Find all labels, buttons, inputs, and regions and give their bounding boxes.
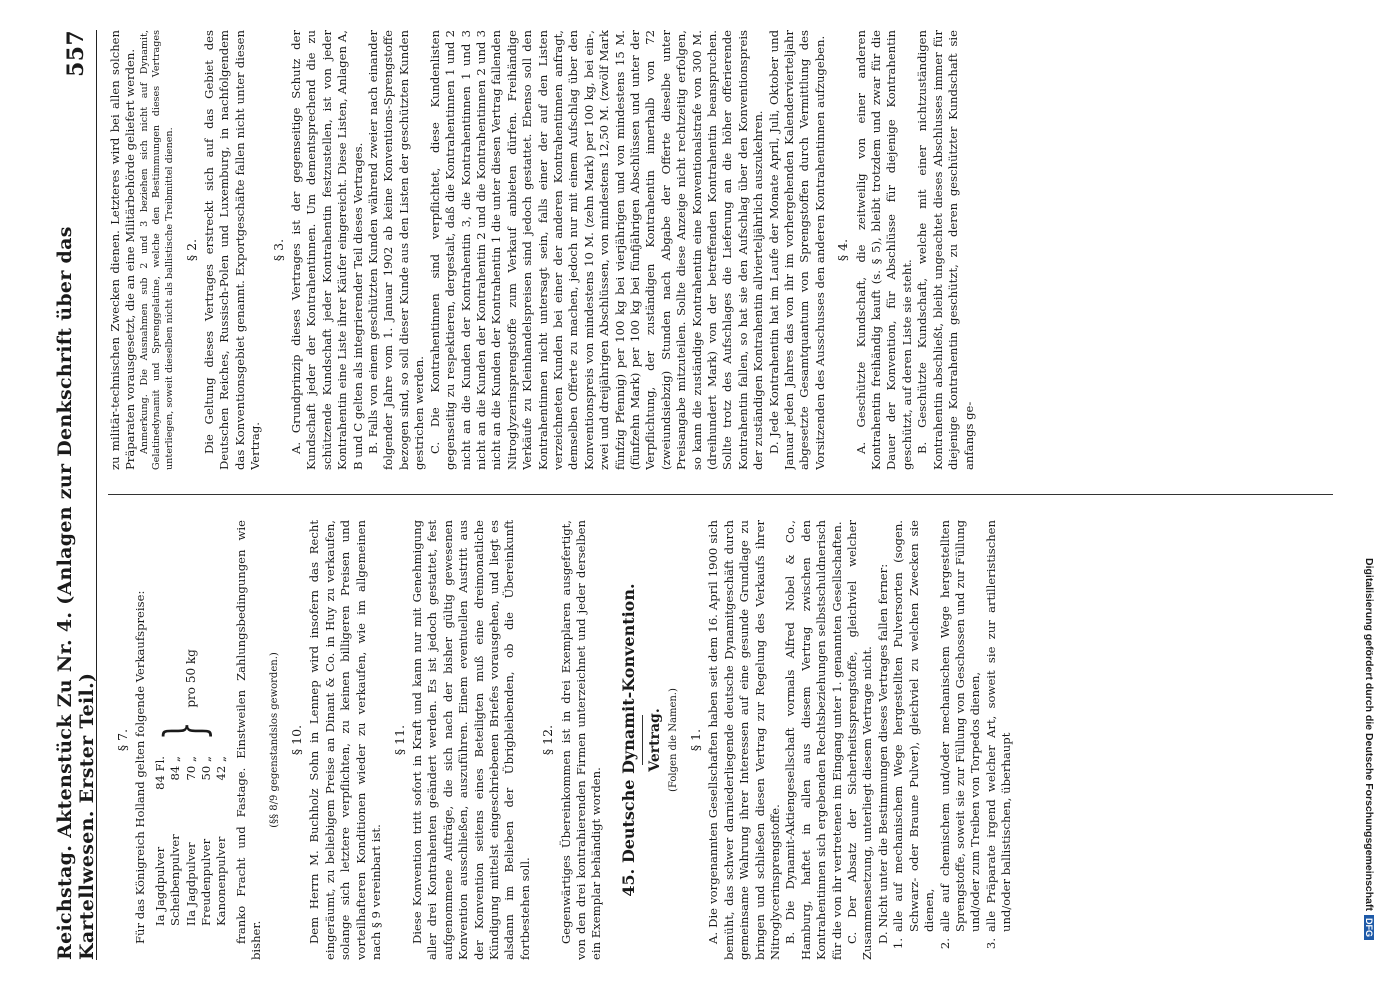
column-divider bbox=[108, 494, 1333, 495]
anmerkung-note: Anmerkung. Die Ausnahmen sub 2 und 3 beziehen sich nicht auf Dynamit, Gelatinedynamit und Sprenggelatine, welche den Bestimmungen dieses Vertrages unterliegen, soweit dieselben nicht als ballistische Treibmittel dienen. bbox=[138, 30, 175, 470]
price-row: Scheibenpulver 84 „ bbox=[168, 756, 183, 926]
section-3-b: B. Falls von einem geschützten Kunden während zweier nach einander folgender Jahre vom 1. Januar 1902 ab keine Konventions-Sprengstoffe bezogen sind, so soll dieser Kunde aus den Listen der geschützten Kunden gestrichen werden. bbox=[366, 30, 427, 470]
price-list bbox=[153, 520, 230, 926]
header-title: Reichstag. Aktenstück Zu Nr. 4. (Anlagen zur Denkschrift über das Kartellwesen. Erster Teil.) bbox=[54, 226, 98, 960]
short-rule bbox=[642, 715, 643, 765]
list-item: 2. alle auf chemischem und/oder mechanischem Wege hergestellten Sprengstoffe, soweit sie zur Füllung von Geschossen und zur Füllung und/oder zum Treiben von Torpedos dienen, bbox=[937, 520, 983, 950]
page-number: 557 bbox=[63, 30, 89, 77]
vertrag-heading: Vertrag. bbox=[647, 708, 664, 772]
convention-title: 45. Deutsche Dynamit-Konvention. bbox=[618, 583, 638, 897]
section-2-heading: § 2. bbox=[183, 238, 199, 262]
section-2-text: Die Geltung dieses Vertrages erstreckt sich auf das Gebiet des Deutschen Reiches, Russisch-Polen und Luxemburg, in nachfolgendem das Konventionsgebiet genannt. Exportgeschäfte fallen nicht unter diesen Vertrag. bbox=[202, 30, 263, 470]
right-column bbox=[108, 30, 1338, 470]
holland-intro: Für das Königreich Holland gelten folgende Verkaufspreise: bbox=[133, 590, 148, 944]
franco-text: franko Fracht und Fastage. Einstweilen Zahlungsbedingungen wie bisher. bbox=[233, 520, 264, 960]
section-10-heading: § 10. bbox=[289, 724, 305, 756]
section-1-a: A. Die vorgenannten Gesellschaften haben seit dem 16. April 1900 sich bemüht, das schwer darniederliegende deutsche Dynamitgeschäft durch gemeinsame Wahrung ihrer Interessen auf eine gesunde Grundlage zu bringen und schließen diesen Vertrag zur Regelung des Verkaufs ihrer Nitroglycerinsprengstoffe. bbox=[706, 520, 783, 960]
section-12-text: Gegenwärtiges Übereinkommen ist in drei Exemplaren ausgefertigt, von den drei kontrahierenden Firmen unterzeichnet und jeder derselben ein Exemplar behändigt worden. bbox=[558, 520, 604, 960]
section-11-heading: § 11. bbox=[391, 724, 407, 756]
list-item: 3. alle Präparate irgend welcher Art, soweit sie zur artilleristischen und/oder ballistischen, überhaupt bbox=[983, 520, 1014, 950]
digitization-sidebar bbox=[1357, 60, 1375, 940]
price-row: Kanonenpulver 42 „ bbox=[214, 756, 229, 926]
section-4-a: A. Geschützte Kundschaft, die zeitweilig von einer anderen Kontrahentin freihändig kauft (s. § 5), bleibt trotzdem und zwar für die Dauer der Konvention, für Abschlüsse für diejenige Kontrahentin geschützt, auf deren Liste sie steht. bbox=[853, 30, 914, 470]
section-12-heading: § 12. bbox=[540, 724, 556, 756]
list-item: 1. alle auf mechanischem Wege hergestellten Pulversorten (sogen. Schwarz- oder Braune Pulver), gleichviel zu welchen Zwecken sie dienen, bbox=[891, 520, 937, 950]
brace-glyph: } bbox=[152, 721, 216, 741]
section-3-a: A. Grundprinzip dieses Vertrages ist der gegenseitige Schutz der Kundschaft jeder der Kontrahentinnen. Um dementsprechend die zu schützende Kundschaft jeder Kontrahentin festzustellen, ist von jeder Kontrahentin eine Liste ihrer Käufer eingereicht. Diese Listen, Anlagen A, B und C gelten als integrierender Teil dieses Vertrages. bbox=[289, 30, 365, 470]
price-row: IIa Jagdpulver 70 „ bbox=[183, 756, 198, 926]
section-7-heading: § 7. bbox=[115, 728, 130, 752]
section-4-b: B. Geschützte Kundschaft, welche mit einer nichtzuständigen Kontrahentin abschließt, bleibt ungeachtet dieses Abschlusses immer für diejenige Kontrahentin geschützt, zu deren geschützter Kundschaft sie anfangs ge- bbox=[915, 30, 976, 470]
section-3-d: D. Jede Kontrahentin hat im Laufe der Monate April, Juli, Oktober und Januar jeden Jahres das von ihr im vorhergehenden Kalendervierteljahr abgesetzte Gesamtquantum von Sprengstoffen durch Vermittlung des Vorsitzenden des Ausschusses den anderen Kontrahentinnen aufzugeben. bbox=[766, 30, 827, 470]
price-unit: pro 50 kg bbox=[183, 649, 198, 708]
continued-text: zu militär-technischen Zwecken dienen. Letzteres wird bei allen solchen Präparaten vorausgesetzt, die an eine Militärbehörde geliefert werden. bbox=[108, 30, 138, 470]
exclusion-list bbox=[891, 520, 1014, 960]
section-1-c: C. Der Absatz der Sicherheitssprengstoffe, gleichviel welcher Zusammensetzung, unterliegt diesem Vertrage nicht. bbox=[845, 520, 875, 960]
dfg-logo: DFG bbox=[1364, 915, 1374, 940]
section-11-text: Diese Konvention tritt sofort in Kraft und kann nur mit Genehmigung aller drei Kontrahenten geändert werden. Es ist jedoch gestattet, fest aufgenommene Aufträge, die sich nach der bisher gültig gewesenen Konvention ausschließen, auszuführen. Einem eventuellen Austritt aus der Konvention seitens eines Beteiligten muß eine dreimonatliche Kündigung mittelst eingeschriebenen Briefes vorausgehen, und liegt es alsdann im Belieben der Übrigbleibenden, ob die Übereinkunft fortbestehen soll. bbox=[409, 520, 532, 960]
section-1-heading: § 1. bbox=[688, 728, 703, 752]
header-rule bbox=[96, 30, 97, 960]
price-row: Ia Jagdpulver 84 Fl. bbox=[152, 756, 167, 926]
section-4-heading: § 4. bbox=[835, 238, 851, 262]
section-10-text: Dem Herrn M. Buchholz Sohn in Lennep wird insofern das Recht eingeräumt, zu beliebigem Preise an Dinant & Co. in Huy zu verkaufen, solange sich letztere verpflichten, zu keinen billigeren Preisen und vorteilhafteren Konditionen wieder zu verkaufen, wie im allgemeinen nach § 9 vereinbart ist. bbox=[307, 520, 384, 960]
section-3-c: C. Die Kontrahentinnen sind verpflichtet, diese Kundenlisten gegenseitig zu respektieren, dergestalt, daß die Kontrahentinnen 1 und 2 nicht an die Kunden der Kontrahentin 3, die Kontrahentinnen 1 und 3 nicht an die Kunden der Kontrahentin 2 und die Kontrahentinnen 2 und 3 nicht an die Kunden der Kontrahentin 1 die unter diesen Vertrag fallenden Nitroglyzerinsprengstoffe zum Verkauf anbieten dürfen. Freihändige Verkäufe zu Kleinhandelspreisen sind jedoch gestattet. Ebenso soll den Kontrahentinnen nicht untersagt sein, falls einer der auf den Listen verzeichneten Kunden bei einer der anderen Kontrahentinnen anfragt, demselben Offerte zu machen, jedoch nur mit einem Aufschlag über den Konventionspreis von mindestens 10 M. (zehn Mark) per 100 kg, bei ein-, zwei und dreijährigen Abschlüssen, von mindestens 12,50 M. (zwölf Mark fünfzig Pfennig) per 100 kg bei vierjährigen und von mindestens 15 M. (fünfzehn Mark) per 100 kg bei fünfjährigen Abschlüssen und unter der Verpflichtung, der zuständigen Kontrahentin innerhalb von 72 (zweiundsiebzig) Stunden nach Abgabe der Offerte dieselbe unter Preisangabe mitzuteilen. Sollte diese Anzeige nicht rechtzeitig erfolgen, so kann die zuständige Kontrahentin eine Konventionalstrafe von 300 M. (dreihundert Mark) von der betreffenden Kontrahentin beanspruchen. Sollte trotz des Aufschlages die Lieferung an die höher offerierende Kontrahentin fallen, so hat sie den Aufschlag über den Konventionspreis der zuständigen Kontrahentin allvierteljährlich auszukehren. bbox=[427, 30, 766, 470]
price-row: Freudenpulver 50 „ bbox=[199, 756, 214, 926]
names-note: (Folgen die Namen.) bbox=[667, 688, 679, 792]
left-column bbox=[108, 520, 1338, 960]
section-1-d: D. Nicht unter die Bestimmungen dieses Vertrages fallen ferner: bbox=[875, 563, 890, 944]
page-header bbox=[54, 30, 98, 960]
note-8-9: (§§ 8/9 gegenstandslos geworden.) bbox=[268, 652, 280, 828]
section-1-b: B. Die Dynamit-Aktiengesellschaft vormals Alfred Nobel & Co., Hamburg, haftet in allen aus diesem Vertrag zwischen den Kontrahentinnen sich ergebenden Rechtsbeziehungen selbstschuldnerisch für die von ihr vertretenen im Eingang unter 1. genannten Gesellschaften. bbox=[783, 520, 844, 960]
digitization-credit: Digitalisierung gefördert durch die Deutsche Forschungsgemeinschaft bbox=[1363, 558, 1375, 911]
section-3-heading: § 3. bbox=[270, 238, 286, 262]
